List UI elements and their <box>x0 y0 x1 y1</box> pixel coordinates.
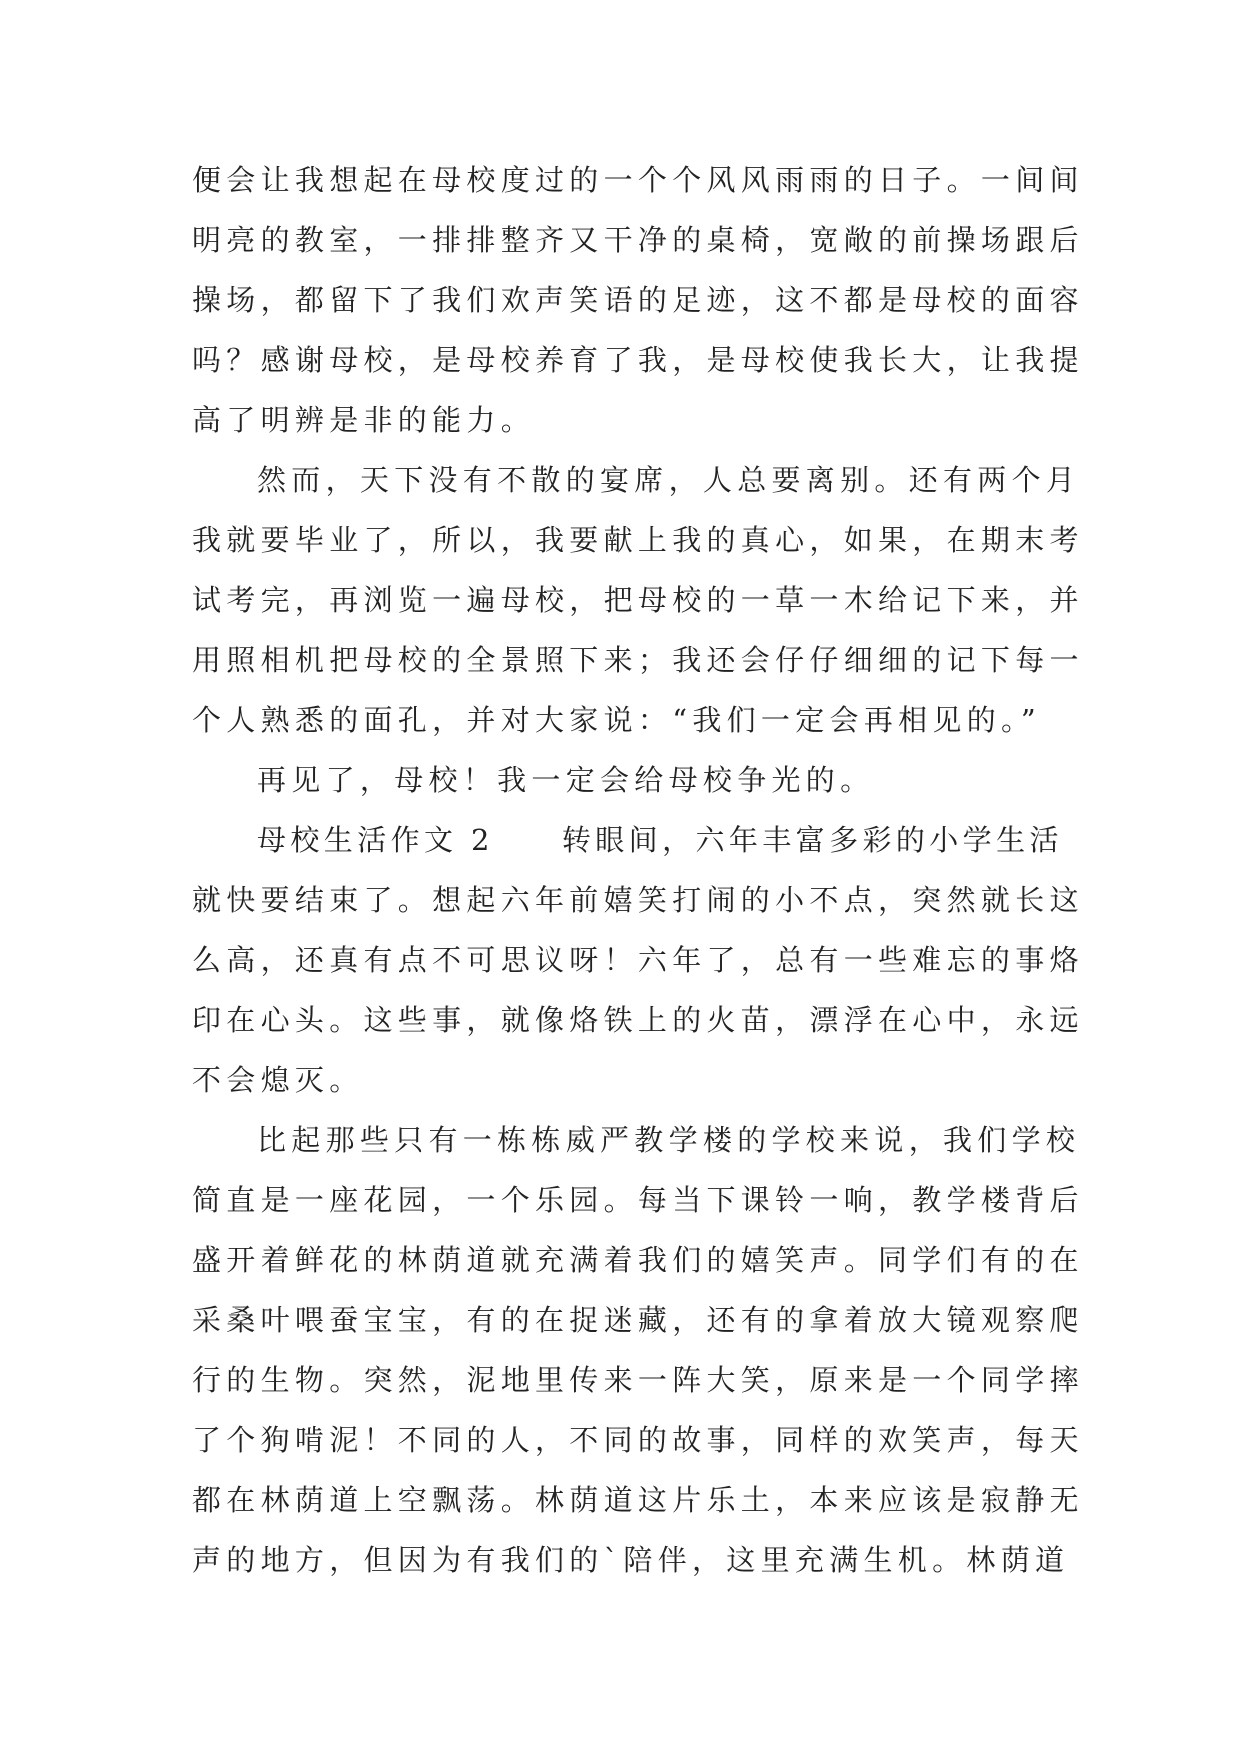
text-line: 不会熄灭。 <box>192 1063 364 1097</box>
text-line: 明亮的教室，一排排整齐又干净的桌椅，宽敞的前操场跟后 <box>192 223 1084 257</box>
paragraph-3 <box>192 750 1052 810</box>
text-line: 盛开着鲜花的林荫道就充满着我们的嬉笑声。同学们有的在 <box>192 1243 1084 1277</box>
paragraph-1 <box>192 150 1084 450</box>
paragraph-closing <box>192 1110 1084 1590</box>
text-line: 个人熟悉的面孔，并对大家说：“我们一定会再相见的。” <box>192 703 1041 737</box>
text-line: 然而，天下没有不散的宴席，人总要离别。还有两个月 <box>257 463 1081 497</box>
text-line: 高了明辨是非的能力。 <box>192 403 536 437</box>
paragraph-2 <box>192 450 1084 750</box>
text-line: 便会让我想起在母校度过的一个个风风雨雨的日子。一间间 <box>192 163 1084 197</box>
text-line: 简直是一座花园，一个乐园。每当下课铃一响，教学楼背后 <box>192 1183 1084 1217</box>
text-line: 么高，还真有点不可思议呀！六年了，总有一些难忘的事烙 <box>192 943 1084 977</box>
text-line: 比起那些只有一栋栋威严教学楼的学校来说，我们学校 <box>257 1123 1081 1157</box>
text-line: 用照相机把母校的全景照下来；我还会仔仔细细的记下每一 <box>192 643 1084 677</box>
text-line: 行的生物。突然，泥地里传来一阵大笑，原来是一个同学摔 <box>192 1363 1084 1397</box>
text-line: 印在心头。这些事，就像烙铁上的火苗，漂浮在心中，永远 <box>192 1003 1084 1037</box>
text-line: 声的地方，但因为有我们的`陪伴，这里充满生机。林荫道 <box>192 1543 1070 1577</box>
text-line: 吗？感谢母校，是母校养育了我，是母校使我长大，让我提 <box>192 343 1084 377</box>
text-line: 我就要毕业了，所以，我要献上我的真心，如果，在期末考 <box>192 523 1084 557</box>
section-title: 母校生活作文 2 <box>257 823 494 857</box>
text-line: 操场，都留下了我们欢声笑语的足迹，这不都是母校的面容 <box>192 283 1084 317</box>
text-line: 了个狗啃泥！不同的人，不同的故事，同样的欢笑声，每天 <box>192 1423 1084 1457</box>
text-line: 试考完，再浏览一遍母校，把母校的一草一木给记下来，并 <box>192 583 1084 617</box>
text-line: 再见了，母校！我一定会给母校争光的。 <box>257 763 875 797</box>
text-line: 都在林荫道上空飘荡。林荫道这片乐土，本来应该是寂静无 <box>192 1483 1084 1517</box>
text-line: 采桑叶喂蚕宝宝，有的在捉迷藏，还有的拿着放大镜观察爬 <box>192 1303 1084 1337</box>
document-body <box>192 150 1084 1590</box>
section-first-line: 转眼间，六年丰富多彩的小学生活 <box>561 823 1063 857</box>
section-heading-line <box>192 810 1063 870</box>
section-2 <box>192 810 1084 1110</box>
text-line: 就快要结束了。想起六年前嬉笑打闹的小不点，突然就长这 <box>192 883 1084 917</box>
